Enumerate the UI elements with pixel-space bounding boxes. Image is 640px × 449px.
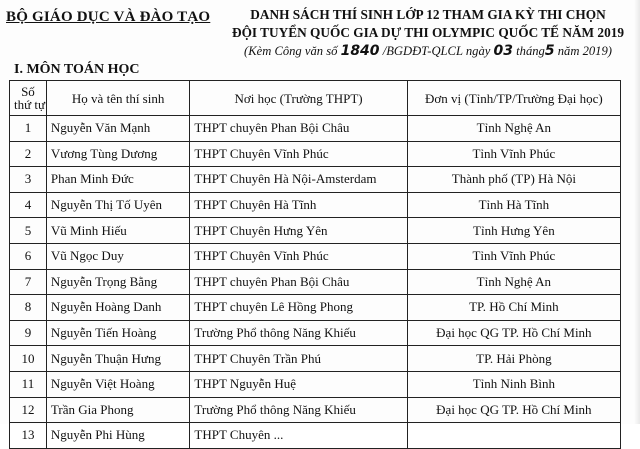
school-name: THPT Chuyên Vĩnh Phúc: [190, 243, 407, 269]
column-header-unit: Đơn vị (Tỉnh/TP/Trường Đại học): [407, 81, 620, 116]
unit-name: Tỉnh Nghệ An: [407, 269, 620, 295]
title-line-1: DANH SÁCH THÍ SINH LỚP 12 THAM GIA KỲ THI CHỌN: [250, 7, 606, 22]
row-number: 6: [10, 243, 47, 269]
school-name: THPT Chuyên Hưng Yên: [190, 218, 407, 244]
school-name: THPT chuyên Lê Hồng Phong: [190, 295, 407, 321]
unit-name: TP. Hồ Chí Minh: [407, 295, 620, 321]
scan-edge-shadow: [634, 0, 640, 424]
table-row: [10, 397, 621, 423]
row-number: 2: [10, 141, 47, 167]
row-number: 9: [10, 320, 47, 346]
unit-name: Tỉnh Hà Tĩnh: [407, 192, 620, 218]
title-line-2: ĐỘI TUYỂN QUỐC GIA DỰ THI OLYMPIC QUỐC TẾ NĂM 2019: [231, 25, 625, 40]
ref-month-label: tháng: [516, 44, 545, 58]
row-number: 13: [10, 423, 47, 449]
table-row: [10, 371, 621, 397]
row-number: 5: [10, 218, 47, 244]
ref-number: 1840: [340, 43, 380, 59]
candidate-name: Trần Gia Phong: [46, 397, 190, 423]
candidate-name: Vương Tùng Dương: [46, 141, 190, 167]
column-header-school: Nơi học (Trường THPT): [190, 81, 407, 116]
row-number: 7: [10, 269, 47, 295]
ref-day: 03: [493, 43, 513, 59]
school-name: THPT Chuyên ...: [190, 423, 407, 449]
table-row: [10, 346, 621, 372]
candidate-table: [9, 80, 621, 449]
column-header-no-line2: thứ tự: [14, 97, 46, 112]
table-header-row: [10, 81, 621, 116]
unit-name: Tỉnh Nghệ An: [407, 116, 620, 142]
table-row: [10, 167, 621, 193]
row-number: 11: [10, 371, 47, 397]
ref-month: 5: [544, 43, 555, 59]
row-number: 8: [10, 295, 47, 321]
table-body: [10, 116, 621, 449]
unit-name: Tỉnh Ninh Bình: [407, 371, 620, 397]
row-number: 10: [10, 346, 47, 372]
school-name: THPT chuyên Phan Bội Châu: [190, 116, 407, 142]
unit-name: Tỉnh Vĩnh Phúc: [407, 141, 620, 167]
unit-name: Đại học QG TP. Hồ Chí Minh: [407, 320, 620, 346]
ministry-name: BỘ GIÁO DỤC VÀ ĐÀO TẠO: [6, 9, 211, 25]
row-number: 3: [10, 167, 47, 193]
table-row: [10, 116, 621, 142]
reference-line: [220, 42, 636, 60]
row-number: 1: [10, 116, 47, 142]
candidate-name: Nguyễn Trọng Bằng: [46, 269, 190, 295]
school-name: THPT chuyên Phan Bội Châu: [190, 269, 407, 295]
table-row: [10, 192, 621, 218]
school-name: Trường Phổ thông Năng Khiếu: [190, 397, 407, 423]
candidate-name: Nguyễn Văn Mạnh: [46, 116, 190, 142]
unit-name: [407, 423, 620, 449]
candidate-name: Nguyễn Tiến Hoàng: [46, 320, 190, 346]
unit-name: Đại học QG TP. Hồ Chí Minh: [407, 397, 620, 423]
school-name: Trường Phổ thông Năng Khiếu: [190, 320, 407, 346]
candidate-name: Nguyễn Việt Hoàng: [46, 371, 190, 397]
section-title: I. MÔN TOÁN HỌC: [14, 62, 140, 77]
candidate-name: Nguyễn Phi Hùng: [46, 423, 190, 449]
table-row: [10, 295, 621, 321]
unit-name: TP. Hải Phòng: [407, 346, 620, 372]
school-name: THPT Chuyên Vĩnh Phúc: [190, 141, 407, 167]
table-row: [10, 141, 621, 167]
candidate-name: Phan Minh Đức: [46, 167, 190, 193]
ref-prefix: (Kèm Công văn số: [244, 44, 338, 58]
unit-name: Tỉnh Hưng Yên: [407, 218, 620, 244]
column-header-name: Họ và tên thí sinh: [46, 81, 190, 116]
school-name: THPT Nguyễn Huệ: [190, 371, 407, 397]
table-row: [10, 218, 621, 244]
school-name: THPT Chuyên Hà Nội-Amsterdam: [190, 167, 407, 193]
school-name: THPT Chuyên Hà Tĩnh: [190, 192, 407, 218]
table-row: [10, 423, 621, 449]
row-number: 12: [10, 397, 47, 423]
ref-mid: /BGDĐT-QLCL ngày: [382, 44, 491, 58]
column-header-no-line1: Số: [21, 84, 35, 99]
table-row: [10, 269, 621, 295]
school-name: THPT Chuyên Trần Phú: [190, 346, 407, 372]
unit-name: Thành phố (TP) Hà Nội: [407, 167, 620, 193]
document-header: [220, 6, 636, 60]
unit-name: Tỉnh Vĩnh Phúc: [407, 243, 620, 269]
candidate-name: Nguyễn Thị Tố Uyên: [46, 192, 190, 218]
candidate-name: Vũ Minh Hiếu: [46, 218, 190, 244]
table-row: [10, 320, 621, 346]
ref-suffix: năm 2019): [557, 44, 612, 58]
row-number: 4: [10, 192, 47, 218]
candidate-name: Vũ Ngọc Duy: [46, 243, 190, 269]
candidate-name: Nguyễn Thuận Hưng: [46, 346, 190, 372]
candidate-name: Nguyễn Hoàng Danh: [46, 295, 190, 321]
table-row: [10, 243, 621, 269]
column-header-no: [10, 81, 47, 116]
